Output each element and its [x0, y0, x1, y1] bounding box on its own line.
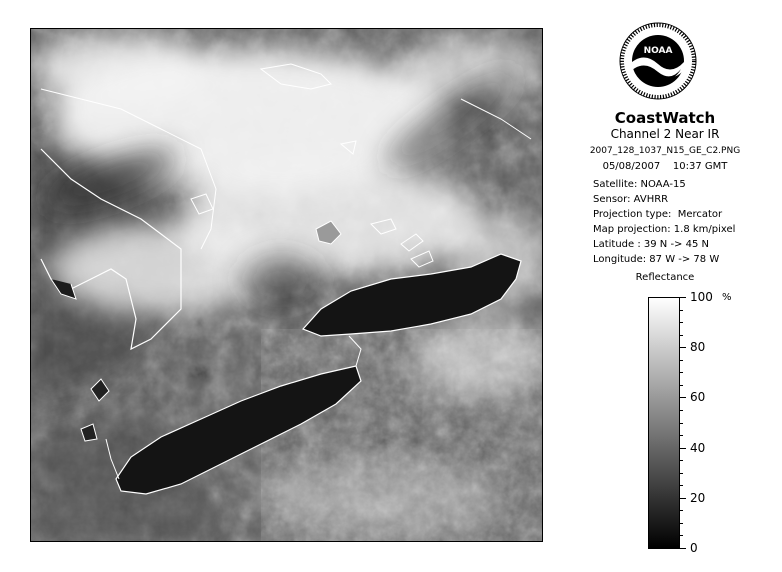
colorbar-tick-label: 20 — [690, 491, 706, 505]
colorbar-minor-tick — [680, 423, 683, 424]
satellite-image — [30, 28, 543, 542]
scale-title: Reflectance — [635, 272, 695, 283]
file-name: 2007_128_1037_N15_GE_C2.PNG — [589, 146, 741, 156]
channel-label: Channel 2 Near IR — [610, 127, 720, 141]
colorbar-minor-tick — [680, 335, 683, 336]
projection-type-text: Projection type: Mercator — [593, 209, 723, 220]
colorbar-tick-label: 60 — [690, 390, 706, 404]
noaa-logo-text: NOAA — [643, 46, 673, 56]
colorbar-minor-tick — [680, 360, 683, 361]
colorbar-minor-tick — [680, 523, 683, 524]
colorbar-minor-tick — [680, 510, 683, 511]
reflectance-colorbar — [648, 297, 680, 549]
colorbar-minor-tick — [680, 372, 683, 373]
map-projection-text: Map projection: 1.8 km/pixel — [593, 224, 736, 235]
colorbar-minor-tick — [680, 310, 683, 311]
colorbar-minor-tick — [680, 347, 683, 348]
sensor-text: Sensor: AVHRR — [593, 194, 669, 205]
colorbar-minor-tick — [680, 385, 683, 386]
colorbar-minor-tick — [680, 410, 683, 411]
colorbar-minor-tick — [680, 322, 683, 323]
colorbar-minor-tick — [680, 448, 683, 449]
colorbar-tick-label: 80 — [690, 340, 706, 354]
colorbar-minor-tick — [680, 485, 683, 486]
colorbar-minor-tick — [680, 460, 683, 461]
longitude-text: Longitude: 87 W -> 78 W — [593, 254, 720, 265]
page-title: CoastWatch — [614, 109, 716, 127]
noaa-logo-icon — [619, 22, 697, 100]
colorbar-minor-tick — [680, 435, 683, 436]
scale-unit: % — [722, 292, 732, 303]
colorbar-minor-tick — [680, 297, 683, 298]
colorbar-minor-tick — [680, 548, 683, 549]
colorbar-minor-tick — [680, 473, 683, 474]
satellite-text: Satellite: NOAA-15 — [593, 179, 686, 190]
colorbar-tick-label: 100 — [690, 290, 713, 304]
colorbar-minor-tick — [680, 498, 683, 499]
latitude-text: Latitude : 39 N -> 45 N — [593, 239, 709, 250]
colorbar-tick-label: 40 — [690, 441, 706, 455]
colorbar-minor-tick — [680, 535, 683, 536]
colorbar-minor-tick — [680, 397, 683, 398]
satellite-image-graphic — [31, 29, 542, 541]
date-time: 05/08/2007 10:37 GMT — [602, 161, 728, 172]
colorbar-tick-label: 0 — [690, 541, 698, 555]
